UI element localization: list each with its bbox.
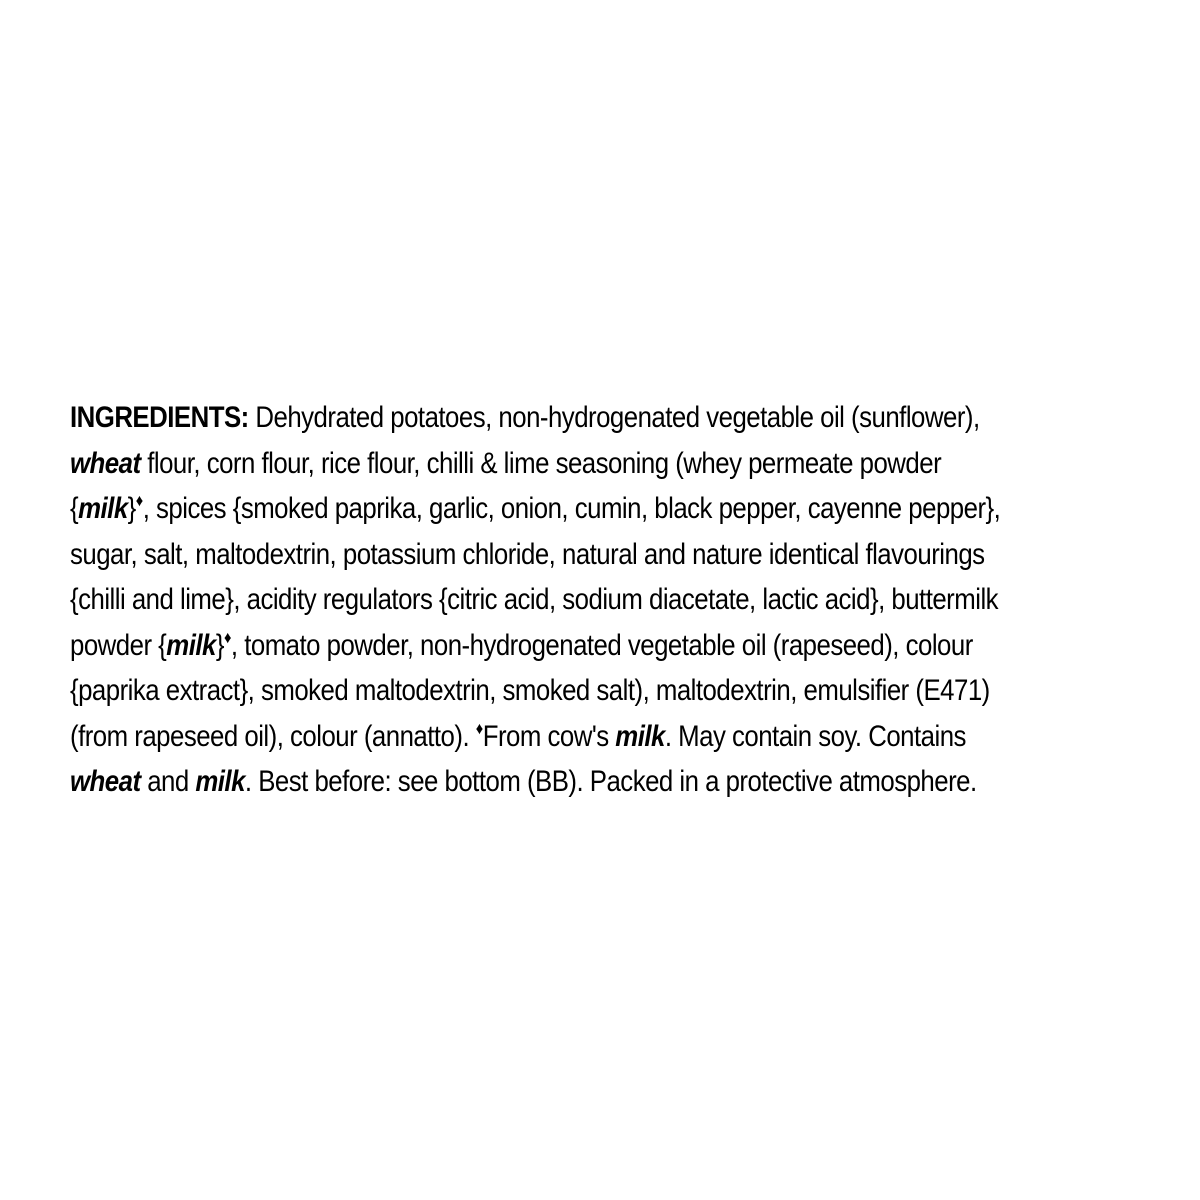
ingredients-line [70,395,999,441]
ingredient-text: . May contain soy. Contains [664,719,966,753]
ingredient-text: } [127,492,136,525]
ingredient-text: flour, corn flour, rice flour, chilli & lime seasoning (whey permeate powder [140,446,942,480]
allergen-text: wheat [70,765,141,798]
ingredients-panel [70,395,1150,805]
ingredient-text: { [70,492,79,525]
ingredients-line [70,486,999,532]
allergen-text: milk [78,492,128,525]
ingredient-text: , spices {smoked paprika, garlic, onion, cumin, black pepper, cayenne pepper}, [142,492,1001,525]
ingredient-text: Dehydrated potatoes, non-hydrogenated vegetable oil (sunflower), [248,401,980,434]
ingredient-text: (from rapeseed oil), colour (annatto). [70,719,476,753]
ingredients-heading: INGREDIENTS: [70,401,249,434]
ingredients-line [70,714,999,760]
ingredients-line [70,759,999,805]
ingredient-text: powder { [70,628,167,662]
ingredient-text: {paprika extract}, smoked maltodextrin, smoked salt), maltodextrin, emulsifier (E471) [70,674,990,707]
footnote-marker: ♦ [223,627,231,647]
footnote-marker: ♦ [135,491,143,510]
footnote-marker: ♦ [475,718,483,738]
ingredients-line [70,441,999,487]
ingredient-text: . Best before: see bottom (BB). Packed in a protective atmosphere. [244,765,977,798]
ingredients-line [70,623,999,669]
ingredient-text: , tomato powder, non-hydrogenated vegetable oil (rapeseed), colour [230,628,973,662]
ingredient-text: } [215,628,224,662]
ingredients-line [70,668,999,714]
ingredient-text: and [140,765,196,798]
allergen-text: milk [195,765,245,798]
ingredient-text: sugar, salt, maltodextrin, potassium chloride, natural and nature identical flavourings [70,537,985,571]
allergen-text: milk [166,628,216,662]
ingredients-line [70,577,999,623]
ingredients-line [70,532,999,578]
allergen-text: wheat [70,446,141,480]
ingredient-text: {chilli and lime}, acidity regulators {citric acid, sodium diacetate, lactic acid}, buttermilk [70,583,999,616]
allergen-text: milk [615,719,665,753]
ingredient-text: From cow's [482,719,616,753]
